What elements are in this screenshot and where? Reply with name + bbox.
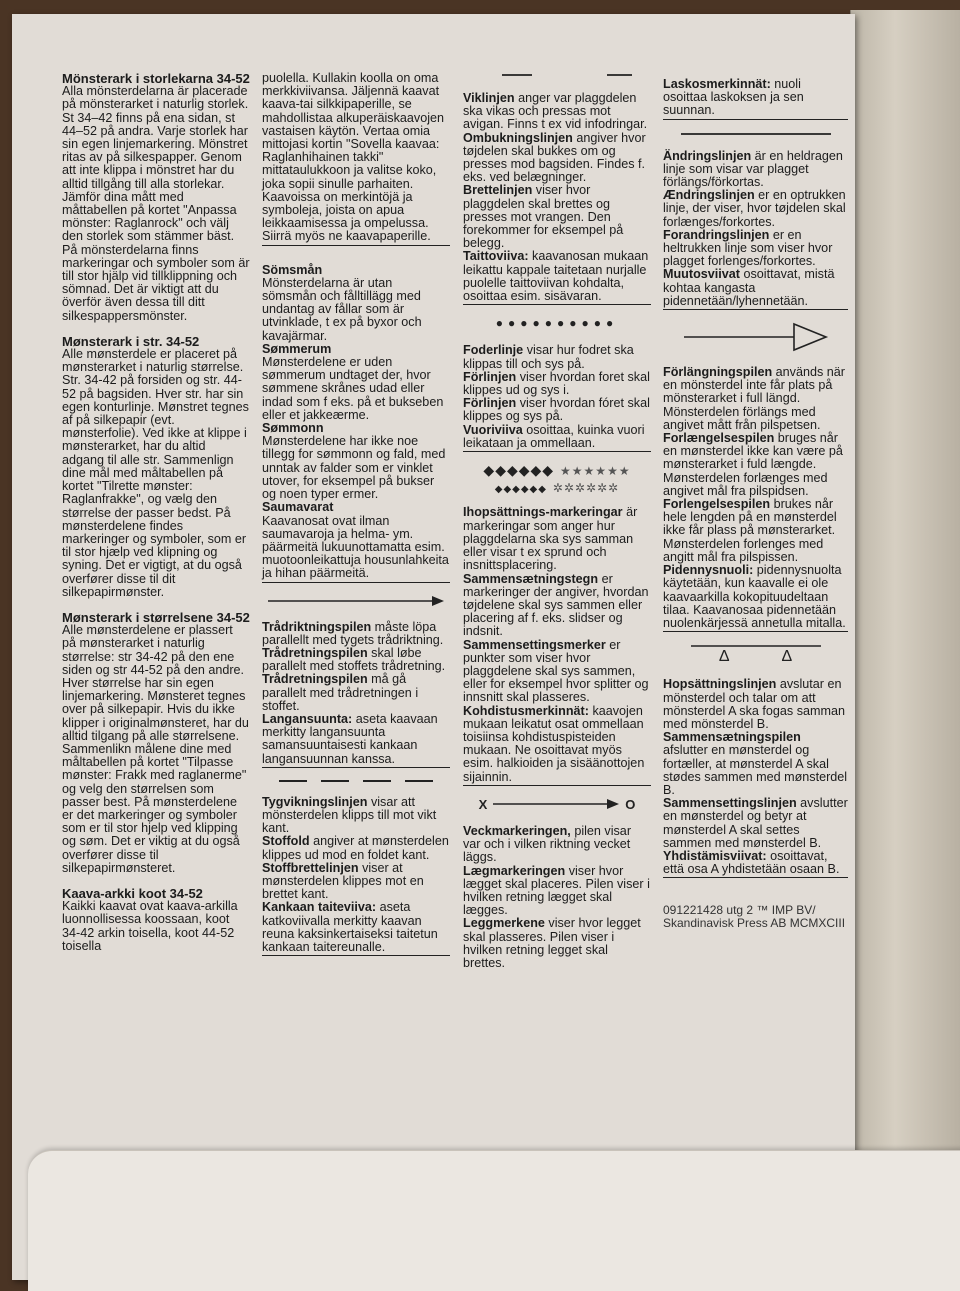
stars-row: ★★★★★★ [560,464,631,479]
term: Ihopsättnings-markeringar [463,505,623,520]
desc: afslutter en mønsterdel og fortæller, at mønsterdel A skal stødes sammen med mønsterdel B. [663,743,848,797]
entry [463,865,651,918]
term: Sammensætningspilen [663,730,801,745]
section-finnish-continuation [262,72,450,246]
entry [262,343,450,422]
term: Trådretningspilen [262,672,368,687]
section-extension-arrow [663,366,848,632]
term: Sømmonn [262,421,324,436]
entry [663,498,848,564]
entry [262,901,450,954]
entry [663,731,848,797]
term: Forlængelsespilen [663,431,775,446]
print-footer [663,904,848,930]
term: Sømmerum [262,341,332,356]
term: Veckmarkeringen, [463,823,571,838]
term: Stoffold [262,834,310,849]
column-1 [62,72,250,965]
term: Kohdistusmerkinnät: [463,703,589,718]
entry [262,422,450,501]
desc: pidennysnuolta käytetään, kun kaavalle ei ole kaavaarkilla kokopituudeltaan tilaa. Kaavanosaa pidennetään nuolenkärjessä annetulla mitalla. [663,563,846,630]
entry [262,264,450,343]
section-change-line [663,150,848,310]
term: Ändringslinjen [663,148,752,163]
diamonds-row: ◆◆◆◆◆◆ [483,462,555,479]
desc: osoittaa, kuinka vuori leikataan ja ommellaan. [463,422,645,450]
desc: osoittavat, että osa A yhdistetään osaan B. [663,848,840,877]
dots-symbol: ●●●●●●●●●● [495,316,619,331]
term: Muutosviivat [663,267,740,282]
desc: pilen visar var och i vilken riktning vecket läggs. [463,823,632,865]
desc: viser hvordan fóret skal klippes og sys på. [463,396,650,424]
desc: viser hvor plaggdelen skal brettes og presses mot vrangen. Den forekommer for eksempel på belegg. [463,183,624,251]
pleat-start-label: X [478,796,488,812]
section-assembly-marks [463,506,651,785]
term: Kankaan taiteviiva: [262,900,377,915]
desc: är markeringar som anger hur plaggdelarna ska sys samman eller visar t ex sprund och insnittsplacering. [463,505,638,573]
term: Lægmarkeringen [463,863,566,878]
section-danish-sizes [62,335,250,599]
section-heading: Mönsterark i storlekarna 34-52 [62,71,250,86]
desc: osoittavat, mistä kohtaa kangasta pidennetään/lyhennetään. [663,267,835,308]
term: Förlinjen [463,369,517,384]
term: Tygvikningslinjen [262,794,368,809]
desc: skal løbe parallelt med stoffets trådretning. [262,645,446,674]
term: Langansuunta: [262,711,353,726]
term: Sömsmån [262,262,323,277]
desc: er en heltrukken linje som viser hvor plagget forlenges/forkortes. [663,227,833,269]
diamonds-row: ◆◆◆◆◆◆ [494,484,547,496]
entry [463,424,651,450]
desc: avslutar en mönsterdel och talar om att mönsterdel A ska fogas samman med mönsterdel B. [663,677,845,731]
term: Ændringslinjen [663,188,755,203]
term: Saumavarat [262,500,334,515]
entry [463,705,651,784]
pleat-end-label: O [625,796,636,812]
desc: angiver at mønsterdelen klippes ud mod en foldet kant. [262,834,449,862]
column-4 [663,78,848,930]
section-swedish-sizes [62,72,250,323]
entry [463,132,651,185]
term: Hopsättningslinjen [663,677,777,692]
section-fold-line [463,92,651,305]
term: Stoffbrettelinjen [262,860,359,875]
entry [262,673,450,713]
desc: viser hvor legget skal plasseres. Pilen viser i hvilken retning legget skal brettes. [463,916,641,970]
term: Yhdistämisviivat: [663,848,767,863]
fold-line-long-dashes-icon [463,72,651,78]
entry [262,501,450,580]
term: Förlängningspilen [663,365,773,380]
desc: nuoli osoittaa laskoksen ja sen suunnan. [663,77,804,118]
desc: aseta kaavaan merkitty langansuunta samansuuntaisesti kankaan langansuunnan kanssa. [262,711,438,766]
term: Trådretningspilen [262,645,368,660]
next-page-edge [850,10,960,1280]
section-text: Alle mønsterdele er placeret på mønsterarket i naturlig størrelse. Str. 34-42 på forsiden og str. 44-52 på bagsiden. Hver str. har sin egen konturlinje. Mønstret tegnes af på silkepapir (evt. mønsterfolie). Ved ikke at klippe i mønsterarket, har du altid adgang til alle str. Sammenlign dine mål med måltabellen på kortet "Tilrette mønster: Raglanfrakke", og vælg den størrelse der passer bedst. På mønsterdelene findes markeringer og symboler, som er til stor hjælp ved klipning og syning. Det er vigtigt, at du også overfører disse til dit silkepapirmønster. [62,347,249,599]
section-text: Alla mönsterdelarna är placerade på mönsterarket i naturlig storlek. St 34–42 finns på ena sidan, st 44–52 på andra. Varje storlek har sin egen linjemarkering. Mönstret ritas av på silkespapper. Genom att inte klippa i mönstret har du alltid tillgång till alla storlekar. Jämför dina mått med måttabellen på kortet "Anpassa mönster: Raglanrock" och välj den storlek som stämmer bäst. På mönsterdelarna finns markeringar och symboler som är till stor hjälp vid tillklippning och sömnad. Det är viktigt att du överför även dessa till ditt silkespappersmönster. [62,84,250,323]
desc: visar att mönsterdelen klipps till mot vikt kant. [262,794,437,836]
term: Förlinjen [463,396,517,411]
term: Laskosmerkinnät: [663,77,771,91]
desc: Mønsterdelene er uden sømmerum undtaget der, hvor sømmene skrånes udad eller indad som f eks. på et bukseben eller et jakkeærme. [262,355,444,422]
entry [663,564,848,630]
term: Ombukningslinjen [463,130,573,145]
desc: viser hvordan foret skal klippes ud og sys i. [463,369,650,398]
entry [463,250,651,303]
section-joining-line [663,678,848,878]
pattern-instruction-sheet [12,14,855,1280]
section-fabric-fold [262,796,450,956]
entry [463,825,651,865]
desc: angiver hvor tøjdelen skal bukkes om og presses mod bagsiden. Findes f. eks. ved belægninger. [463,130,646,185]
desc: aseta katkoviivalla merkitty kaavan reuna kaksinkertaiseksi taitetun kankaan taitereunalle. [262,900,438,954]
desc: er markeringer der angiver, hvordan tøjdelene skal sys sammen eller placering af f. eks. slidser og indsnit. [463,571,649,639]
term: Viklinjen [463,91,515,105]
entry [663,78,848,118]
section-pleat-finnish [663,78,848,120]
entry [463,573,651,639]
entry [463,184,651,250]
section-lining [463,344,651,452]
term: Sammensettingslinjen [663,796,797,811]
desc: måste löpa parallellt med tygets trådriktning. [262,619,444,647]
section-heading: Mønsterark i str. 34-52 [62,333,200,349]
stars-row: ✲✲✲✲✲✲ [552,481,620,496]
section-heading: Kaava-arkki koot 34-52 [62,885,203,901]
term: Sammensettingsmerker [463,637,606,652]
desc: Mönsterdelarna är utan sömsmån och fålltillägg med undantag av fållar som är utvinklade, t ex på byxor och kavajärmar. [262,275,422,343]
entry [262,713,450,766]
extension-arrow-icon [663,322,848,352]
joining-line-icon [663,644,848,664]
entry [262,647,450,673]
entry [663,678,848,731]
entry [262,796,450,836]
entry [663,189,848,229]
desc: må gå parallelt med trådretningen i stoffet. [262,672,419,713]
desc: brukes når hele lengden på en mønsterdel ikke får plass på mønsterarket. Mønsterdelen forlenges med angitt mål fra pilspissen. [663,497,837,564]
change-line-icon [663,132,848,136]
section-text: Alle mønsterdelene er plassert på mønsterarket i naturlig størrelse: str 34-42 på den ene siden og str 44-52 på den andre. Hver størrelse har sin egen linjemarkering. Mønsteret tegnes over på silkepapir. Hvis du ikke klipper i originalmønsteret, har du alltid tilgang på alle størrelsene. Sammenlikn målene dine med måltabellen på kortet "Tilpasse mønster: Frakk med raglanerme" og velg den størrelsen som passer best. På mønsterdelene er det markeringer og symboler som er til stor hjelp ved klipping og søm. Det er viktig at du også overfører disse til silkepapirmønsteret. [62,623,249,875]
term: Trådriktningspilen [262,619,372,634]
entry [663,268,848,308]
desc: är en heldragen linje som visar var plagget förlängs/förkortas. [663,148,843,190]
column-2 [262,72,450,968]
term: Sammensætningstegn [463,571,599,586]
section-text: puolella. Kullakin koolla on oma merkkiviivansa. Jäljennä kaavat kaava-tai silkkipaperille, se mahdollistaa alkuperäiskaavojen vastaisen käytön. Vertaa omia mittojasi kortin "Sovella kaavaa: Raglanhihainen takki" mittataulukkoon ja valitse koko, joka sopii sinulle parhaiten. Kaavoissa on merkintöjä ja symboleja, joista on apua leikkaamisessa ja ompelussa. Siirrä myös ne kaavapaperille. [262,71,445,244]
term: Leggmerkene [463,916,545,931]
term: Taittoviiva: [463,249,529,264]
entry [463,397,651,423]
term: Forlengelsespilen [663,497,771,512]
desc: viser hvor lægget skal placeres. Pilen viser i hvilken retning lægget skal lægges. [463,863,650,918]
entry [663,797,848,850]
entry [262,835,450,861]
section-seam-allowance [262,264,450,583]
desc: Mønsterdelene har ikke noe tillegg for sømmonn og fald, med unntak av falder som er vinklet utover, for eksempel på bukser og noen typer ermer. [262,434,446,502]
entry [663,432,848,498]
section-norwegian-sizes [62,611,250,875]
desc: visar hur fodret ska klippas till och sys på. [463,343,634,371]
term: Brettelinjen [463,183,533,198]
triangle-right-icon: Δ [781,648,793,666]
section-text: Kaikki kaavat ovat kaava-arkilla luonnollisessa koossaan, koot 34-42 arkin toisella, koot 44-52 toisella [62,899,238,953]
entry [463,639,651,705]
entry [663,850,848,876]
entry [262,862,450,902]
desc: anger var plaggdelen ska vikas och pressas mot avigan. Finns t ex vid infodringar. [463,91,648,132]
grainline-arrow-icon [262,595,450,607]
section-finnish-sizes [62,887,250,953]
pleat-arrow-icon [463,798,651,811]
desc: er punkter som viser hvor plaggdelene skal sys sammen, eller for eksempel hvor splitter og innsnitt skal plasseres. [463,637,649,705]
entry [663,229,848,269]
desc: kaavojen mukaan leikatut osat ommellaan toisiinsa kohdistuspisteiden mukaan. Ne osoittavat myös esim. halkioiden ja sisäänottojen sijainnin. [463,703,645,784]
entry [463,371,651,397]
column-3 [463,72,651,982]
desc: er en optrukken linje, der viser, hvor tøjdelen skal forlænges/forkortes. [663,188,846,229]
envelope-pocket [28,1150,960,1291]
entry [463,92,651,132]
section-heading: Mønsterark i størrelsene 34-52 [62,609,250,625]
entry [463,344,651,370]
section-pleat [463,825,651,970]
term: Pidennysnuoli: [663,563,754,578]
desc: avslutter en mønsterdel og betyr at mønsterdel A skal settes sammen med mønsterdel B. [663,796,848,850]
footer-line: Skandinavisk Press AB MCMXCIII [663,916,846,931]
term: Vuoriviiva [463,422,523,437]
desc: Kaavanosat ovat ilman saumavaroja ja helma- ym. päärmeitä lukuunottamatta esim. muotoonleikattuja housunlahkeita ja hihan päärmeitä. [262,513,449,581]
notch-diamonds-icon [463,464,651,496]
triangle-left-icon: Δ [718,648,730,666]
desc: bruges når en mønsterdel ikke kan være på mønsterarket i fuld længde. Mønsterdelen forlænges med angivet mål fra pilspidsen. [663,431,843,498]
term: Foderlinje [463,343,524,358]
term: Forandringslinjen [663,227,770,242]
entry [463,917,651,970]
fold-line-dashes-icon [262,780,450,782]
desc: viser at mønsterdelen klippes mot en brettet kant. [262,860,424,902]
entry [463,506,651,572]
section-grainline [262,621,450,768]
desc: används när en mönsterdel inte får plats på mönsterarket i full längd. Mönsterdelen förlängs med angivet mått från pilspetsen. [663,365,845,432]
desc: kaavanosan mukaan leikattu kappale taitetaan nurjalle puolelle taittoviivan kohdalta, osoittaa esim. sisävaran. [463,249,649,304]
entry [262,621,450,647]
entry [663,150,848,190]
footer-line: 091221428 utg 2 ™ IMP BV/ [663,903,816,918]
entry [663,366,848,432]
lining-dots-icon [463,317,651,330]
